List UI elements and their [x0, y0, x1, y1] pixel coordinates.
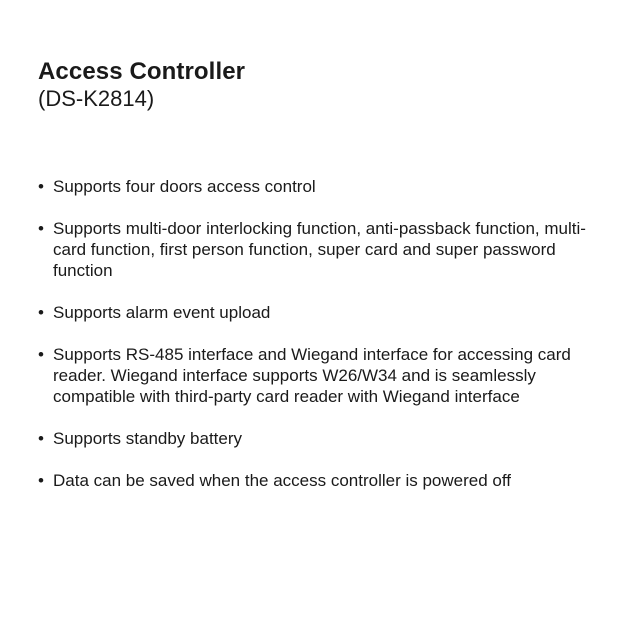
- bullet-icon: •: [38, 303, 44, 322]
- feature-text: Supports multi-door interlocking function, anti-passback function, multi-card function, first person function, super card and super password function: [53, 219, 586, 280]
- feature-item: [38, 176, 608, 197]
- product-model: (DS-K2814): [38, 86, 155, 111]
- feature-text: Supports RS-485 interface and Wiegand interface for accessing card reader. Wiegand interface supports W26/W34 and is seamlessly compatible with third-party card reader with Wiegand interface: [53, 345, 571, 406]
- feature-item: [38, 302, 608, 323]
- bullet-icon: •: [38, 471, 44, 490]
- feature-item: [38, 218, 608, 281]
- bullet-icon: •: [38, 219, 44, 238]
- feature-item: [38, 470, 608, 491]
- feature-text: Supports alarm event upload: [53, 303, 271, 322]
- feature-item: [38, 428, 608, 449]
- bullet-icon: •: [38, 429, 44, 448]
- feature-item: [38, 344, 608, 407]
- feature-text: Data can be saved when the access controller is powered off: [53, 471, 512, 490]
- feature-text: Supports standby battery: [53, 429, 243, 448]
- feature-text: Supports four doors access control: [53, 177, 316, 196]
- product-title: Access Controller: [38, 58, 246, 85]
- feature-list: [38, 176, 608, 491]
- bullet-icon: •: [38, 345, 44, 364]
- bullet-icon: •: [38, 177, 44, 196]
